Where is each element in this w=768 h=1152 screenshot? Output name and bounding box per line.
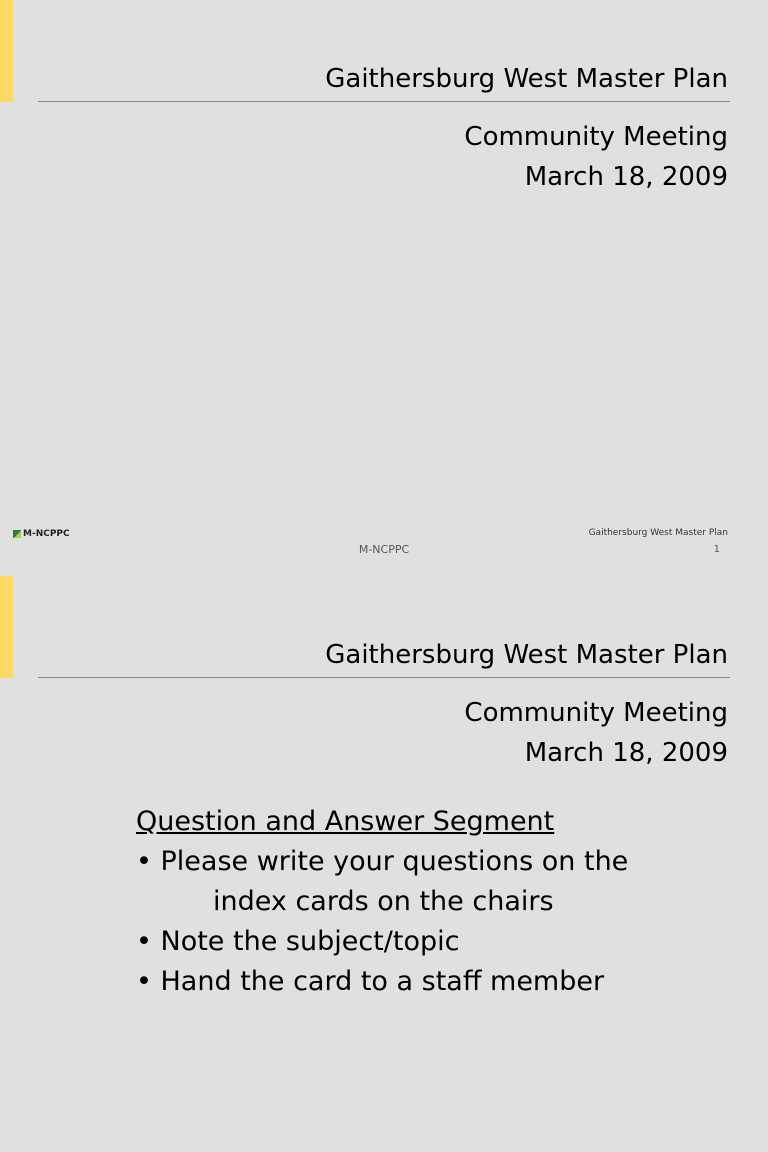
footer-title: Gaithersburg West Master Plan <box>588 528 728 538</box>
mncppc-logo <box>13 529 70 539</box>
slide-title: Gaithersburg West Master Plan <box>325 640 728 670</box>
subtitle-line-1: Community Meeting <box>464 122 728 152</box>
subtitle-line-2: March 18, 2009 <box>524 738 728 768</box>
bullet-item: • Please write your questions on the <box>136 846 629 877</box>
subtitle-line-2: March 18, 2009 <box>524 162 728 192</box>
slide-body <box>136 802 628 1002</box>
bullet-item: • Note the subject/topic <box>136 926 460 957</box>
bullet-continuation: index cards on the chairs <box>213 886 554 917</box>
title-divider <box>38 677 730 678</box>
slide-subtitle <box>464 693 728 773</box>
footer-center-text: M-NCPPC <box>358 543 410 556</box>
slide-2 <box>0 576 768 1152</box>
accent-bar <box>0 576 13 678</box>
slide-title: Gaithersburg West Master Plan <box>325 64 728 94</box>
slide-subtitle <box>464 117 728 197</box>
logo-text: M-NCPPC <box>23 529 70 539</box>
title-divider <box>38 101 730 102</box>
accent-bar <box>0 0 13 102</box>
page-number: 1 <box>713 544 720 555</box>
bullet-item: • Hand the card to a staff member <box>136 966 605 997</box>
mncppc-logo-icon <box>13 530 21 538</box>
section-heading: Question and Answer Segment <box>136 806 555 837</box>
subtitle-line-1: Community Meeting <box>464 698 728 728</box>
